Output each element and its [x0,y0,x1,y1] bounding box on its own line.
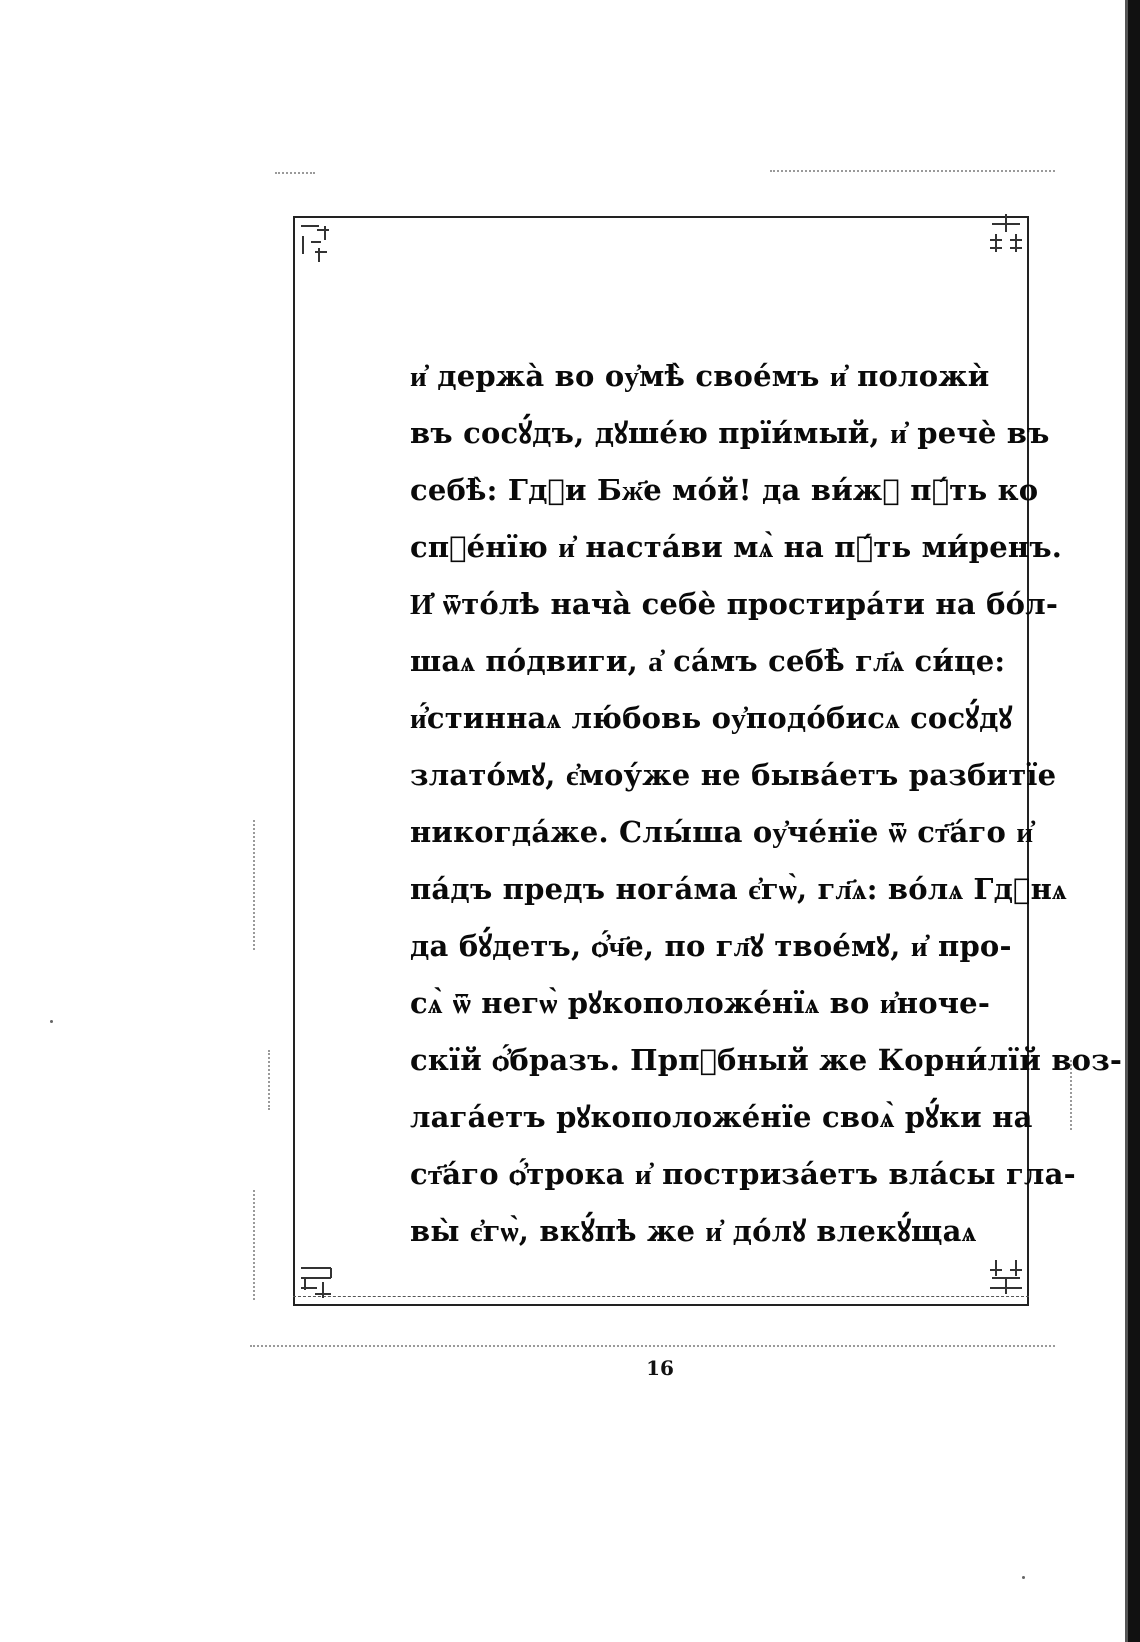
page-number: 16 [646,1356,674,1380]
text-line: да бꙋ́детъ, ѻ҆́ч҃е, по гл҃ꙋ твое́мꙋ, и҆ про- [410,929,1012,963]
text-line: И҆ ѿто́лѣ нача̀ себѐ простира́ти на бо́л- [410,587,1059,621]
text-line: въ сосꙋ́дъ, дꙋше́ю прїи́мый, и҆ речѐ въ [410,416,1050,450]
scan-speck [50,1020,53,1023]
scan-speck [1022,1576,1025,1579]
text-line: па́дъ предъ нога́ма є҆гѡ̀, гл҃ѧ: во́лѧ Гдⷭнѧ [410,872,1067,906]
text-line: сѧ̀ ѿ негѡ̀ рꙋкоположе́нїѧ во и҆ноче- [410,986,991,1020]
corner-ornament-bottom-left [297,1258,335,1304]
text-line: и҆́стиннаѧ лю́бовь оу҆подо́бисѧ сосꙋ́дꙋ [410,701,1013,735]
text-line: лага́етъ рꙋкоположе́нїе своѧ̀ рꙋ́ки на [410,1100,1033,1134]
text-block [410,348,1123,1260]
text-line: вы̀ є҆гѡ̀, вкꙋ́пѣ же и҆ до́лꙋ влекꙋ́щаѧ [410,1214,977,1248]
scan-dotted-line-top-left [275,172,315,174]
scan-dotted-line-top-right [770,170,1055,172]
text-line: и҆ держа̀ во оу҆мѣ̀ свое́мъ и҆ положѝ [410,359,990,393]
scan-edge [1128,0,1140,1642]
text-line: злато́мꙋ, є҆моу́же не быва́етъ разбитїе [410,758,1057,792]
scan-dotted-line-left-3 [268,1050,270,1110]
scan-dotted-line-bottom [250,1345,1055,1347]
corner-ornament-bottom-right [986,1256,1024,1302]
scan-dotted-line-left-1 [253,820,255,950]
scan-edge-shadow [1125,0,1128,1642]
text-line: шаѧ по́двиги, а҆ са́мъ себѣ̀ гл҃ѧ си́це: [410,644,1006,678]
text-line: спⷭе́нїю и҆ наста́ви мѧ̀ на пꙋ́ть ми́ренъ. [410,530,1063,564]
text-line: скїй ѻ҆́бразъ. Прпⷣбный же Корни́лїй воз- [410,1043,1123,1077]
text-line: себѣ̀: Гдⷭи Бж҃е мо́й! да ви́жꙋ пꙋ́ть ко [410,473,1039,507]
scan-dotted-line-left-2 [253,1190,255,1300]
text-line: никогда́же. Слы́ша оу҆че́нїе ѿ ст҃а́го и҆ [410,815,1034,849]
corner-ornament-top-right [986,212,1024,258]
corner-ornament-top-left [297,222,335,268]
text-line: ст҃а́го ѻ҆́трока и҆ постриза́етъ вла́сы гла- [410,1157,1076,1191]
page-border-inner-line [293,1296,1029,1297]
